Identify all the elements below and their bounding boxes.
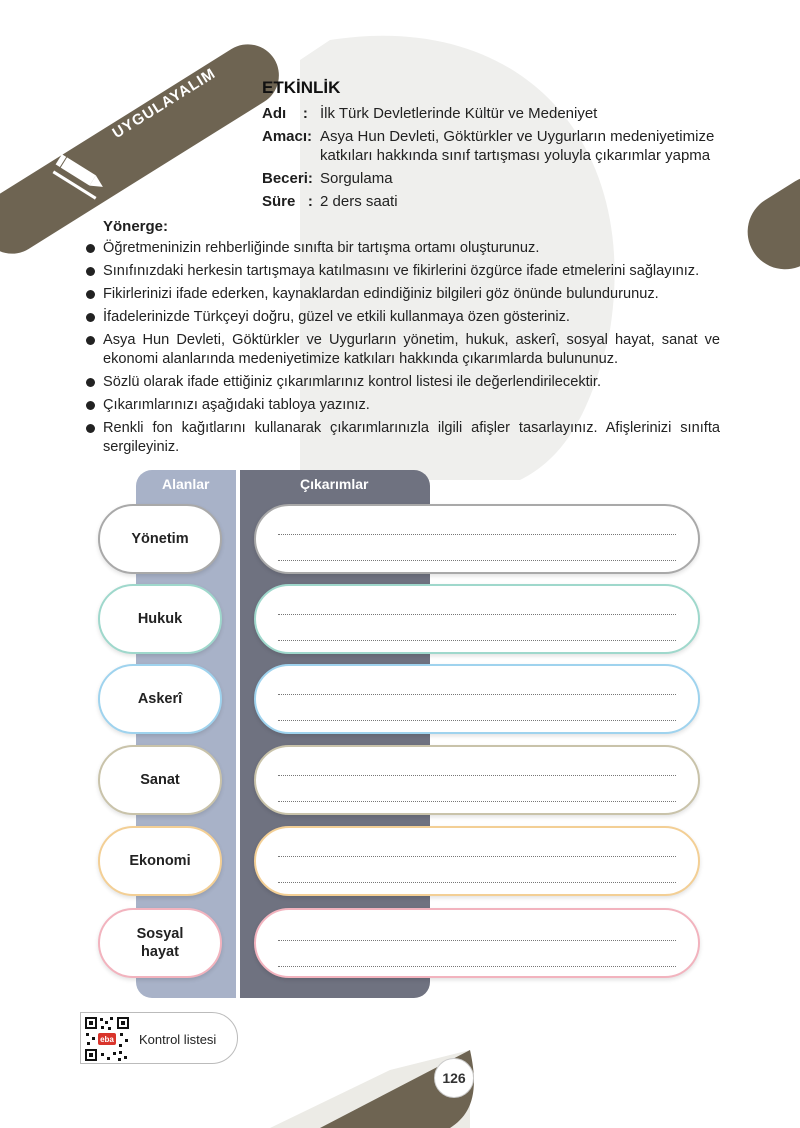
checklist-label: Kontrol listesi [139,1032,217,1047]
inference-field-askeri[interactable] [254,664,700,734]
direction-item: İfadelerinizde Türkçeyi doğru, güzel ve etkili kullanmaya özen gösteriniz. [86,308,720,327]
qr-code-icon [83,1015,131,1063]
directions-title: Yönerge: [103,218,169,235]
activity-name-label: Adı : [262,105,308,122]
pencil-icon [52,150,112,200]
dotted-line [278,801,676,802]
dotted-line [278,694,676,695]
activity-info [262,78,720,215]
dotted-line [278,640,676,641]
direction-item: Sınıfınızdaki herkesin tartışmaya katılmasını ve fikirlerini özgürce ifade etmelerini sağlayınız. [86,262,720,281]
direction-item: Fikirlerinizi ifade ederken, kaynaklardan edindiğiniz bilgileri göz önünde bulundurunuz. [86,285,720,304]
activity-name-row [262,104,720,123]
inference-field-ekonomi[interactable] [254,826,700,896]
inference-field-yonetim[interactable] [254,504,700,574]
inference-field-sosyal-hayat[interactable] [254,908,700,978]
direction-item: Sözlü olarak ifade ettiğiniz çıkarımlarınız kontrol listesi ile değerlendirilecektir. [86,373,720,392]
directions-list [86,239,720,457]
activity-title: ETKİNLİK [262,78,341,97]
dotted-line [278,720,676,721]
direction-item: Asya Hun Devleti, Göktürkler ve Uygurların yönetim, hukuk, askerî, sosyal hayat, sanat ve ekonomi alanlarında medeniyetimize katkıları hakkında çıkarımlarda bulununuz. [86,331,720,369]
activity-aim-row [262,127,720,165]
direction-item: Çıkarımlarınızı aşağıdaki tabloya yazınız. [86,396,720,415]
activity-duration-label: Süre : [262,193,313,210]
direction-item: Öğretmeninizin rehberliğinde sınıfta bir tartışma ortamı oluşturunuz. [86,239,720,258]
activity-skill-label: Beceri: [262,170,313,187]
dotted-line [278,966,676,967]
activity-name-value: İlk Türk Devletlerinde Kültür ve Medeniyet [320,105,598,122]
activity-skill-value: Sorgulama [320,170,393,187]
activity-skill-row [262,169,720,188]
dotted-line [278,856,676,857]
dotted-line [278,940,676,941]
dotted-line [278,534,676,535]
page-number: 126 [434,1058,474,1098]
area-label-hukuk: Hukuk [98,584,222,654]
eba-badge: eba [100,1035,114,1044]
area-label-ekonomi: Ekonomi [98,826,222,896]
area-label-sosyal-hayat: Sosyal hayat [98,908,222,978]
activity-aim-value: Asya Hun Devleti, Göktürkler ve Uygurların medeniyetimize katkıları hakkında sınıf tartışması yoluyla çıkarımlar yapma [320,128,715,164]
activity-aim-label: Amacı: [262,128,313,145]
dotted-line [278,882,676,883]
inferences-column-header: Çıkarımlar [300,476,369,492]
activity-duration-row [262,192,720,211]
areas-column-header: Alanlar [162,476,210,492]
direction-item: Renkli fon kağıtlarını kullanarak çıkarımlarınızla ilgili afişler tasarlayınız. Afişlerinizi sınıfta sergileyiniz. [86,419,720,457]
checklist-qr-link[interactable] [80,1012,238,1064]
area-label-sanat: Sanat [98,745,222,815]
dotted-line [278,614,676,615]
dotted-line [278,560,676,561]
section-banner-label: UYGULAYALIM [109,64,219,143]
activity-duration-value: 2 ders saati [320,193,398,210]
dotted-line [278,775,676,776]
directions [86,218,720,461]
area-label-yonetim: Yönetim [98,504,222,574]
inference-field-sanat[interactable] [254,745,700,815]
area-label-askeri: Askerî [98,664,222,734]
inference-field-hukuk[interactable] [254,584,700,654]
